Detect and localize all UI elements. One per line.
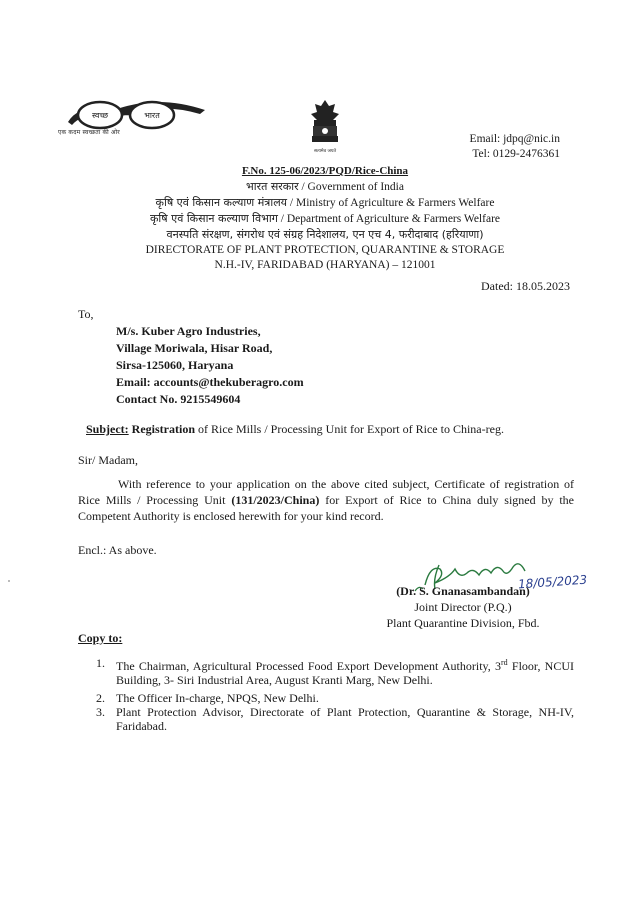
address-line: Email: accounts@thekuberagro.com	[116, 375, 304, 389]
address-line: M/s. Kuber Agro Industries,	[116, 324, 261, 338]
swachh-bharat-tagline: एक कदम स्वच्छता की ओर	[58, 129, 120, 136]
header-line-address: N.H.-IV, FARIDABAD (HARYANA) – 121001	[214, 259, 436, 271]
address-line: Contact No. 9215549604	[116, 392, 241, 406]
subject-line	[86, 422, 504, 437]
signatory-division: Plant Quarantine Division, Fbd.	[386, 616, 540, 630]
header-line-govt: भारत सरकार / Government of India	[246, 180, 404, 193]
enclosure-note: Encl.: As above.	[78, 543, 157, 557]
contact-tel: Tel: 0129-2476361	[472, 148, 560, 160]
body-paragraph: With reference to your application on the above cited subject, Certificate of registration of Rice Mills / Processing Unit (131/2023/China) for Export of Rice to China duly signed by the Competent Authority is enclosed herewith for your kind record.	[78, 477, 574, 523]
address-line: Sirsa-125060, Haryana	[116, 358, 234, 372]
header-line-directorate-hindi: वनस्पति संरक्षण, संगरोध एवं संग्रह निदेशालय, एन एच 4, फरीदाबाद (हरियाणा)	[166, 228, 484, 241]
signatory-designation: Joint Director (P.Q.)	[414, 600, 512, 614]
list-item: 2. The Officer In-charge, NPQS, New Delhi.	[96, 691, 319, 705]
recipient-address	[116, 323, 304, 408]
signatory-block	[383, 583, 543, 631]
header-line-ministry: कृषि एवं किसान कल्याण मंत्रालय / Ministry of Agriculture & Farmers Welfare	[155, 196, 495, 209]
file-number: F.No. 125-06/2023/PQD/Rice-China	[241, 165, 409, 177]
national-emblem-icon	[305, 98, 345, 156]
contact-email: Email: jdpq@nic.in	[469, 133, 560, 145]
swachh-logo-right-text: भारत	[144, 111, 160, 120]
salutation: Sir/ Madam,	[78, 453, 138, 467]
swachh-logo-left-text: स्वच्छ	[91, 111, 109, 120]
copy-to-title: Copy to:	[78, 631, 123, 645]
letter-date: Dated: 18.05.2023	[481, 279, 570, 293]
registration-number: (131/2023/China)	[231, 493, 320, 507]
emblem-motto: सत्यमेव जयते	[313, 149, 337, 154]
list-item: 1. The Chairman, Agricultural Processed Food Export Development Authority, 3rd Floor, NCUI Building, 3- Siri Industrial Area, August Kranti Marg, New Delhi.	[96, 656, 575, 687]
subject-bold: Registration	[128, 422, 195, 436]
scan-speck	[8, 580, 10, 582]
list-item: 3. Plant Protection Advisor, Directorate of Plant Protection, Quarantine & Storage, NH-IV, Faridabad.	[96, 705, 574, 733]
signature-date: 18/05/2023	[517, 572, 588, 592]
subject-label: Subject:	[86, 422, 129, 436]
letterhead	[110, 164, 540, 273]
header-line-directorate: DIRECTORATE OF PLANT PROTECTION, QUARANTINE & STORAGE	[145, 244, 505, 256]
subject-text: of Rice Mills / Processing Unit for Export of Rice to China-reg.	[195, 422, 504, 436]
header-line-department: कृषि एवं किसान कल्याण विभाग / Department of Agriculture & Farmers Welfare	[149, 212, 500, 225]
copy-to-list	[96, 656, 574, 733]
signatory-name: (Dr. S. Gnanasambandan)	[396, 584, 530, 598]
address-line: Village Moriwala, Hisar Road,	[116, 341, 273, 355]
to-label: To,	[78, 307, 94, 321]
